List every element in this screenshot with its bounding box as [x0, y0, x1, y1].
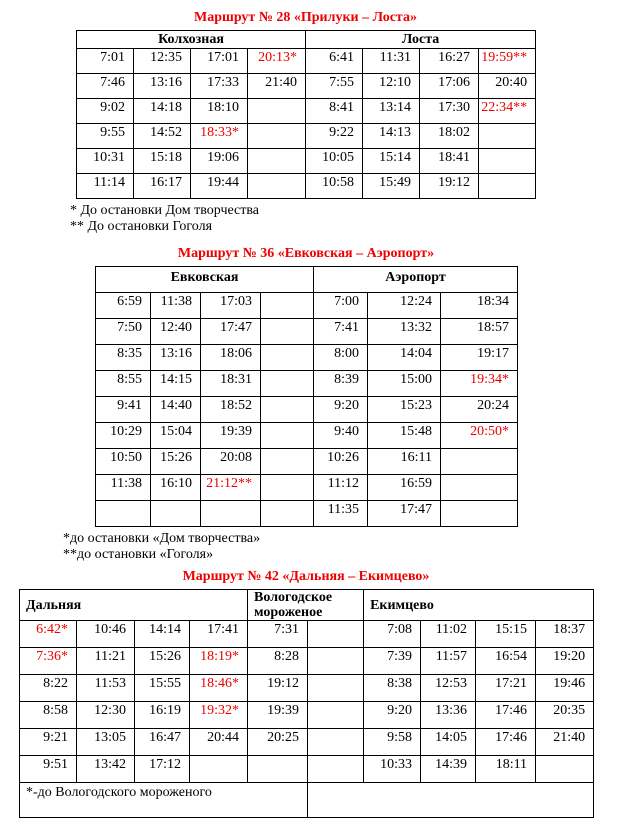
time-cell: 7:31 — [248, 621, 308, 648]
empty-cell — [308, 675, 364, 702]
time-cell: 20:13* — [248, 49, 306, 74]
station-header-row — [77, 31, 536, 49]
time-cell: 12:53 — [421, 675, 476, 702]
time-cell: 11:14 — [77, 174, 134, 199]
time-cell: 15:18 — [134, 149, 191, 174]
time-cell: 20:50* — [441, 423, 518, 449]
schedule-row — [20, 729, 594, 756]
empty-cell — [261, 449, 314, 475]
empty-cell — [308, 756, 364, 783]
empty-cell — [441, 501, 518, 527]
time-cell: 15:26 — [151, 449, 201, 475]
empty-cell — [308, 729, 364, 756]
footnote: **до остановки «Гоголя» — [63, 547, 214, 562]
time-cell: 11:12 — [314, 475, 368, 501]
footnote: ** До остановки Гоголя — [70, 219, 213, 234]
station-header: Аэропорт — [314, 267, 518, 293]
time-cell: 15:55 — [135, 675, 190, 702]
route-36-title: Маршрут № 36 «Евковская – Аэропорт» — [177, 246, 435, 261]
schedule-row — [77, 174, 536, 199]
schedule-row — [77, 124, 536, 149]
time-cell: 11:02 — [421, 621, 476, 648]
time-cell: 18:46* — [190, 675, 248, 702]
time-cell: 18:11 — [476, 756, 536, 783]
time-cell: 12:30 — [77, 702, 135, 729]
time-cell: 7:55 — [306, 74, 363, 99]
time-cell: 11:53 — [77, 675, 135, 702]
time-cell: 14:04 — [368, 345, 441, 371]
schedule-row — [20, 756, 594, 783]
time-cell: 9:41 — [96, 397, 151, 423]
time-cell: 12:40 — [151, 319, 201, 345]
station-header: Екимцево — [364, 590, 594, 621]
time-cell: 14:05 — [421, 729, 476, 756]
time-cell: 20:25 — [248, 729, 308, 756]
time-cell: 7:01 — [77, 49, 134, 74]
station-header: Дальняя — [20, 590, 248, 621]
empty-cell — [261, 397, 314, 423]
empty-cell — [479, 149, 536, 174]
time-cell: 8:38 — [364, 675, 421, 702]
time-cell: 19:12 — [248, 675, 308, 702]
route-42-timetable — [19, 589, 594, 818]
time-cell: 9:22 — [306, 124, 363, 149]
time-cell: 18:10 — [191, 99, 248, 124]
time-cell: 16:11 — [368, 449, 441, 475]
empty-cell — [261, 501, 314, 527]
time-cell: 8:39 — [314, 371, 368, 397]
schedule-row — [20, 702, 594, 729]
station-header-row — [20, 590, 594, 621]
schedule-row — [20, 621, 594, 648]
time-cell: 15:15 — [476, 621, 536, 648]
empty-cell — [248, 756, 308, 783]
time-cell: 17:03 — [201, 293, 261, 319]
time-cell: 8:35 — [96, 345, 151, 371]
time-cell: 15:26 — [135, 648, 190, 675]
time-cell: 20:44 — [190, 729, 248, 756]
time-cell: 9:20 — [364, 702, 421, 729]
time-cell: 7:00 — [314, 293, 368, 319]
empty-cell — [479, 124, 536, 149]
route-28-section — [70, 9, 535, 235]
empty-cell — [479, 174, 536, 199]
empty-cell — [201, 501, 261, 527]
footnote: *до остановки «Дом творчества» — [63, 531, 261, 546]
time-cell: 21:12** — [201, 475, 261, 501]
empty-cell — [190, 756, 248, 783]
time-cell: 18:34 — [441, 293, 518, 319]
schedule-row — [20, 648, 594, 675]
table-footnote-row — [20, 783, 594, 818]
schedule-row — [96, 423, 518, 449]
time-cell: 6:41 — [306, 49, 363, 74]
time-cell: 10:31 — [77, 149, 134, 174]
time-cell: 19:17 — [441, 345, 518, 371]
empty-cell — [308, 648, 364, 675]
time-cell: 15:04 — [151, 423, 201, 449]
time-cell: 7:36* — [20, 648, 77, 675]
time-cell: 17:47 — [201, 319, 261, 345]
time-cell: 14:39 — [421, 756, 476, 783]
time-cell: 7:39 — [364, 648, 421, 675]
station-header: Лоста — [306, 31, 536, 49]
table-footnote: *-до Вологодского мороженого — [20, 783, 308, 818]
empty-cell — [261, 293, 314, 319]
route-36-footnotes — [63, 531, 517, 563]
time-cell: 15:49 — [363, 174, 420, 199]
empty-cell — [536, 756, 594, 783]
time-cell: 12:10 — [363, 74, 420, 99]
time-cell: 17:46 — [476, 729, 536, 756]
route-42-section — [19, 568, 593, 818]
time-cell: 8:28 — [248, 648, 308, 675]
empty-cell — [248, 99, 306, 124]
time-cell: 18:33* — [191, 124, 248, 149]
time-cell: 15:48 — [368, 423, 441, 449]
schedule-row — [96, 475, 518, 501]
time-cell: 9:51 — [20, 756, 77, 783]
time-cell: 19:59** — [479, 49, 536, 74]
time-cell: 13:16 — [134, 74, 191, 99]
time-cell: 19:32* — [190, 702, 248, 729]
time-cell: 17:01 — [191, 49, 248, 74]
time-cell: 19:34* — [441, 371, 518, 397]
time-cell: 11:31 — [363, 49, 420, 74]
time-cell: 14:40 — [151, 397, 201, 423]
time-cell: 17:41 — [190, 621, 248, 648]
route-36-section — [63, 245, 517, 563]
time-cell: 10:29 — [96, 423, 151, 449]
time-cell: 15:23 — [368, 397, 441, 423]
empty-cell — [96, 501, 151, 527]
schedule-row — [77, 99, 536, 124]
time-cell: 13:05 — [77, 729, 135, 756]
station-header-row — [96, 267, 518, 293]
time-cell: 19:44 — [191, 174, 248, 199]
empty-cell — [248, 124, 306, 149]
schedule-row — [77, 149, 536, 174]
time-cell: 10:50 — [96, 449, 151, 475]
empty-cell — [261, 345, 314, 371]
time-cell: 17:12 — [135, 756, 190, 783]
time-cell: 16:17 — [134, 174, 191, 199]
time-cell: 19:39 — [201, 423, 261, 449]
empty-cell — [248, 174, 306, 199]
time-cell: 14:13 — [363, 124, 420, 149]
time-cell: 9:21 — [20, 729, 77, 756]
time-cell: 13:14 — [363, 99, 420, 124]
station-header: Евковская — [96, 267, 314, 293]
time-cell: 7:08 — [364, 621, 421, 648]
empty-cell — [441, 449, 518, 475]
time-cell: 8:41 — [306, 99, 363, 124]
time-cell: 18:52 — [201, 397, 261, 423]
time-cell: 20:35 — [536, 702, 594, 729]
time-cell: 10:46 — [77, 621, 135, 648]
time-cell: 13:16 — [151, 345, 201, 371]
schedule-row — [96, 397, 518, 423]
time-cell: 9:58 — [364, 729, 421, 756]
time-cell: 18:31 — [201, 371, 261, 397]
schedule-row — [77, 49, 536, 74]
station-header: Вологодское мороженое — [248, 590, 364, 621]
schedule-row — [20, 675, 594, 702]
time-cell: 16:54 — [476, 648, 536, 675]
time-cell: 11:38 — [151, 293, 201, 319]
time-cell: 19:12 — [420, 174, 479, 199]
time-cell: 17:47 — [368, 501, 441, 527]
route-42-title: Маршрут № 42 «Дальняя – Екимцево» — [182, 569, 430, 584]
route-28-timetable — [76, 30, 536, 199]
time-cell: 10:33 — [364, 756, 421, 783]
time-cell: 8:00 — [314, 345, 368, 371]
time-cell: 19:39 — [248, 702, 308, 729]
time-cell: 17:46 — [476, 702, 536, 729]
time-cell: 15:00 — [368, 371, 441, 397]
time-cell: 14:15 — [151, 371, 201, 397]
time-cell: 18:41 — [420, 149, 479, 174]
time-cell: 16:10 — [151, 475, 201, 501]
schedule-row — [96, 319, 518, 345]
time-cell: 16:19 — [135, 702, 190, 729]
time-cell: 13:32 — [368, 319, 441, 345]
time-cell: 18:57 — [441, 319, 518, 345]
time-cell: 21:40 — [248, 74, 306, 99]
empty-cell — [308, 621, 364, 648]
time-cell: 10:58 — [306, 174, 363, 199]
time-cell: 6:59 — [96, 293, 151, 319]
time-cell: 18:37 — [536, 621, 594, 648]
time-cell: 6:42* — [20, 621, 77, 648]
time-cell: 8:58 — [20, 702, 77, 729]
time-cell: 9:20 — [314, 397, 368, 423]
empty-cell — [308, 783, 594, 818]
time-cell: 9:02 — [77, 99, 134, 124]
time-cell: 11:21 — [77, 648, 135, 675]
time-cell: 11:38 — [96, 475, 151, 501]
schedule-row — [96, 293, 518, 319]
time-cell: 22:34** — [479, 99, 536, 124]
time-cell: 19:46 — [536, 675, 594, 702]
time-cell: 16:47 — [135, 729, 190, 756]
time-cell: 17:06 — [420, 74, 479, 99]
time-cell: 20:08 — [201, 449, 261, 475]
empty-cell — [151, 501, 201, 527]
time-cell: 14:18 — [134, 99, 191, 124]
time-cell: 13:36 — [421, 702, 476, 729]
time-cell: 15:14 — [363, 149, 420, 174]
empty-cell — [261, 475, 314, 501]
time-cell: 17:30 — [420, 99, 479, 124]
schedule-row — [96, 371, 518, 397]
time-cell: 16:59 — [368, 475, 441, 501]
time-cell: 17:21 — [476, 675, 536, 702]
empty-cell — [248, 149, 306, 174]
time-cell: 10:05 — [306, 149, 363, 174]
time-cell: 11:57 — [421, 648, 476, 675]
time-cell: 20:24 — [441, 397, 518, 423]
time-cell: 8:55 — [96, 371, 151, 397]
time-cell: 10:26 — [314, 449, 368, 475]
schedule-row — [77, 74, 536, 99]
time-cell: 9:55 — [77, 124, 134, 149]
time-cell: 7:50 — [96, 319, 151, 345]
time-cell: 18:19* — [190, 648, 248, 675]
schedule-row — [96, 501, 518, 527]
time-cell: 9:40 — [314, 423, 368, 449]
empty-cell — [308, 702, 364, 729]
time-cell: 14:14 — [135, 621, 190, 648]
time-cell: 7:41 — [314, 319, 368, 345]
route-28-title: Маршрут № 28 «Прилуки – Лоста» — [194, 10, 417, 25]
time-cell: 19:06 — [191, 149, 248, 174]
empty-cell — [261, 423, 314, 449]
empty-cell — [261, 319, 314, 345]
time-cell: 13:42 — [77, 756, 135, 783]
time-cell: 17:33 — [191, 74, 248, 99]
time-cell: 18:02 — [420, 124, 479, 149]
time-cell: 18:06 — [201, 345, 261, 371]
schedule-row — [96, 449, 518, 475]
time-cell: 12:24 — [368, 293, 441, 319]
time-cell: 11:35 — [314, 501, 368, 527]
route-36-timetable — [95, 266, 518, 527]
time-cell: 20:40 — [479, 74, 536, 99]
empty-cell — [261, 371, 314, 397]
footnote: * До остановки Дом творчества — [70, 203, 260, 218]
station-header: Колхозная — [77, 31, 306, 49]
empty-cell — [441, 475, 518, 501]
time-cell: 16:27 — [420, 49, 479, 74]
time-cell: 8:22 — [20, 675, 77, 702]
time-cell: 21:40 — [536, 729, 594, 756]
route-28-footnotes — [70, 203, 535, 235]
schedule-row — [96, 345, 518, 371]
time-cell: 12:35 — [134, 49, 191, 74]
time-cell: 14:52 — [134, 124, 191, 149]
time-cell: 7:46 — [77, 74, 134, 99]
time-cell: 19:20 — [536, 648, 594, 675]
